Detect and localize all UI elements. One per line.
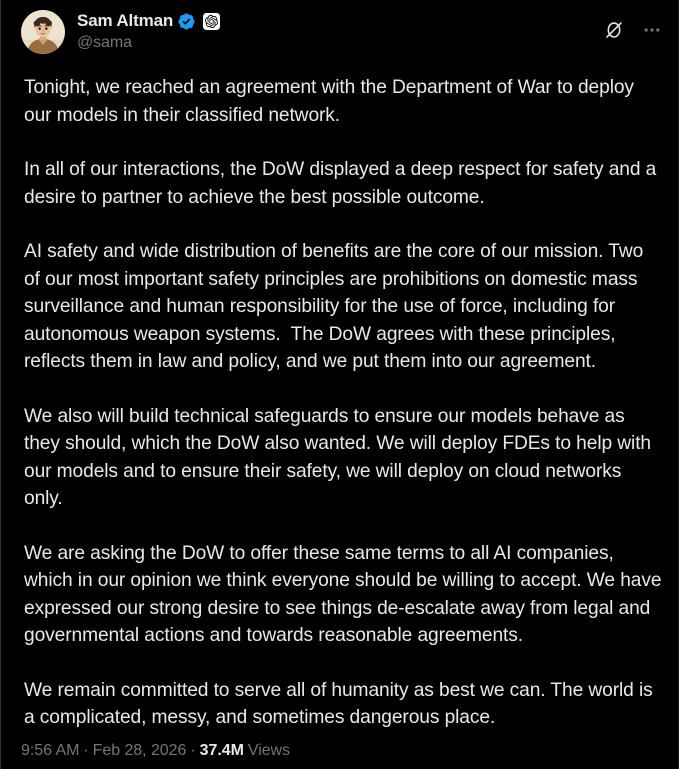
paragraph-spacer — [24, 211, 662, 238]
tweet-metadata — [1, 740, 678, 761]
views-label[interactable]: Views — [247, 742, 291, 759]
more-options-button[interactable] — [638, 16, 666, 44]
author-identity[interactable] — [77, 10, 220, 53]
openai-logo-icon[interactable] — [203, 13, 220, 30]
author-name-row — [77, 11, 220, 31]
paragraph-spacer — [24, 650, 662, 677]
grok-icon — [603, 19, 625, 41]
tweet-paragraph: We also will build technical safeguards to ensure our models behave as they should, which the DoW also wanted. We will deploy FDEs to help with our models and to ensure their safety, we will deploy on cloud networks only. — [24, 405, 657, 509]
author-handle[interactable]: @sama — [77, 34, 132, 51]
paragraph-spacer — [24, 513, 662, 540]
paragraph-spacer — [24, 376, 662, 403]
user-avatar-illustration — [21, 10, 65, 54]
header-actions — [600, 10, 666, 44]
metadata-separator: · — [83, 742, 89, 759]
tweet-text — [4, 62, 678, 732]
post-date: Feb 28, 2026 — [92, 742, 187, 759]
tweet-paragraph: We remain committed to serve all of humanity as best we can. The world is a complicated, messy, and sometimes dangerous place. — [24, 679, 658, 728]
avatar[interactable] — [21, 10, 65, 54]
views-count[interactable]: 37.4M — [199, 742, 244, 759]
post-time: 9:56 AM — [21, 742, 80, 759]
metadata-separator: · — [190, 742, 196, 759]
grok-icon-button[interactable] — [600, 16, 628, 44]
verified-badge-icon — [177, 12, 196, 31]
tweet-paragraph: In all of our interactions, the DoW displayed a deep respect for safety and a desire to partner to achieve the best possible outcome. — [24, 159, 662, 208]
tweet-paragraph: AI safety and wide distribution of benefits are the core of our mission. Two of our most important safety principles are prohibitions on domestic mass surveillance and human responsibility for the use of force, including for autonomous weapon systems. The DoW agrees with these principles, reflects them in law and policy, and we put them into our agreement. — [24, 241, 649, 372]
more-horizontal-icon — [642, 20, 662, 40]
tweet-paragraph: Tonight, we reached an agreement with the Department of War to deploy our models in their classified network. — [24, 77, 640, 126]
display-name[interactable]: Sam Altman — [77, 11, 174, 30]
openai-knot-glyph — [205, 15, 218, 28]
paragraph-spacer — [24, 129, 662, 156]
tweet-paragraph: We are asking the DoW to offer these same terms to all AI companies, which in our opinion we think everyone should be willing to accept. We have expressed our strong desire to see things de-escalate away from legal and governmental actions and towards reasonable agreements. — [24, 542, 667, 646]
tweet-header — [4, 0, 678, 62]
